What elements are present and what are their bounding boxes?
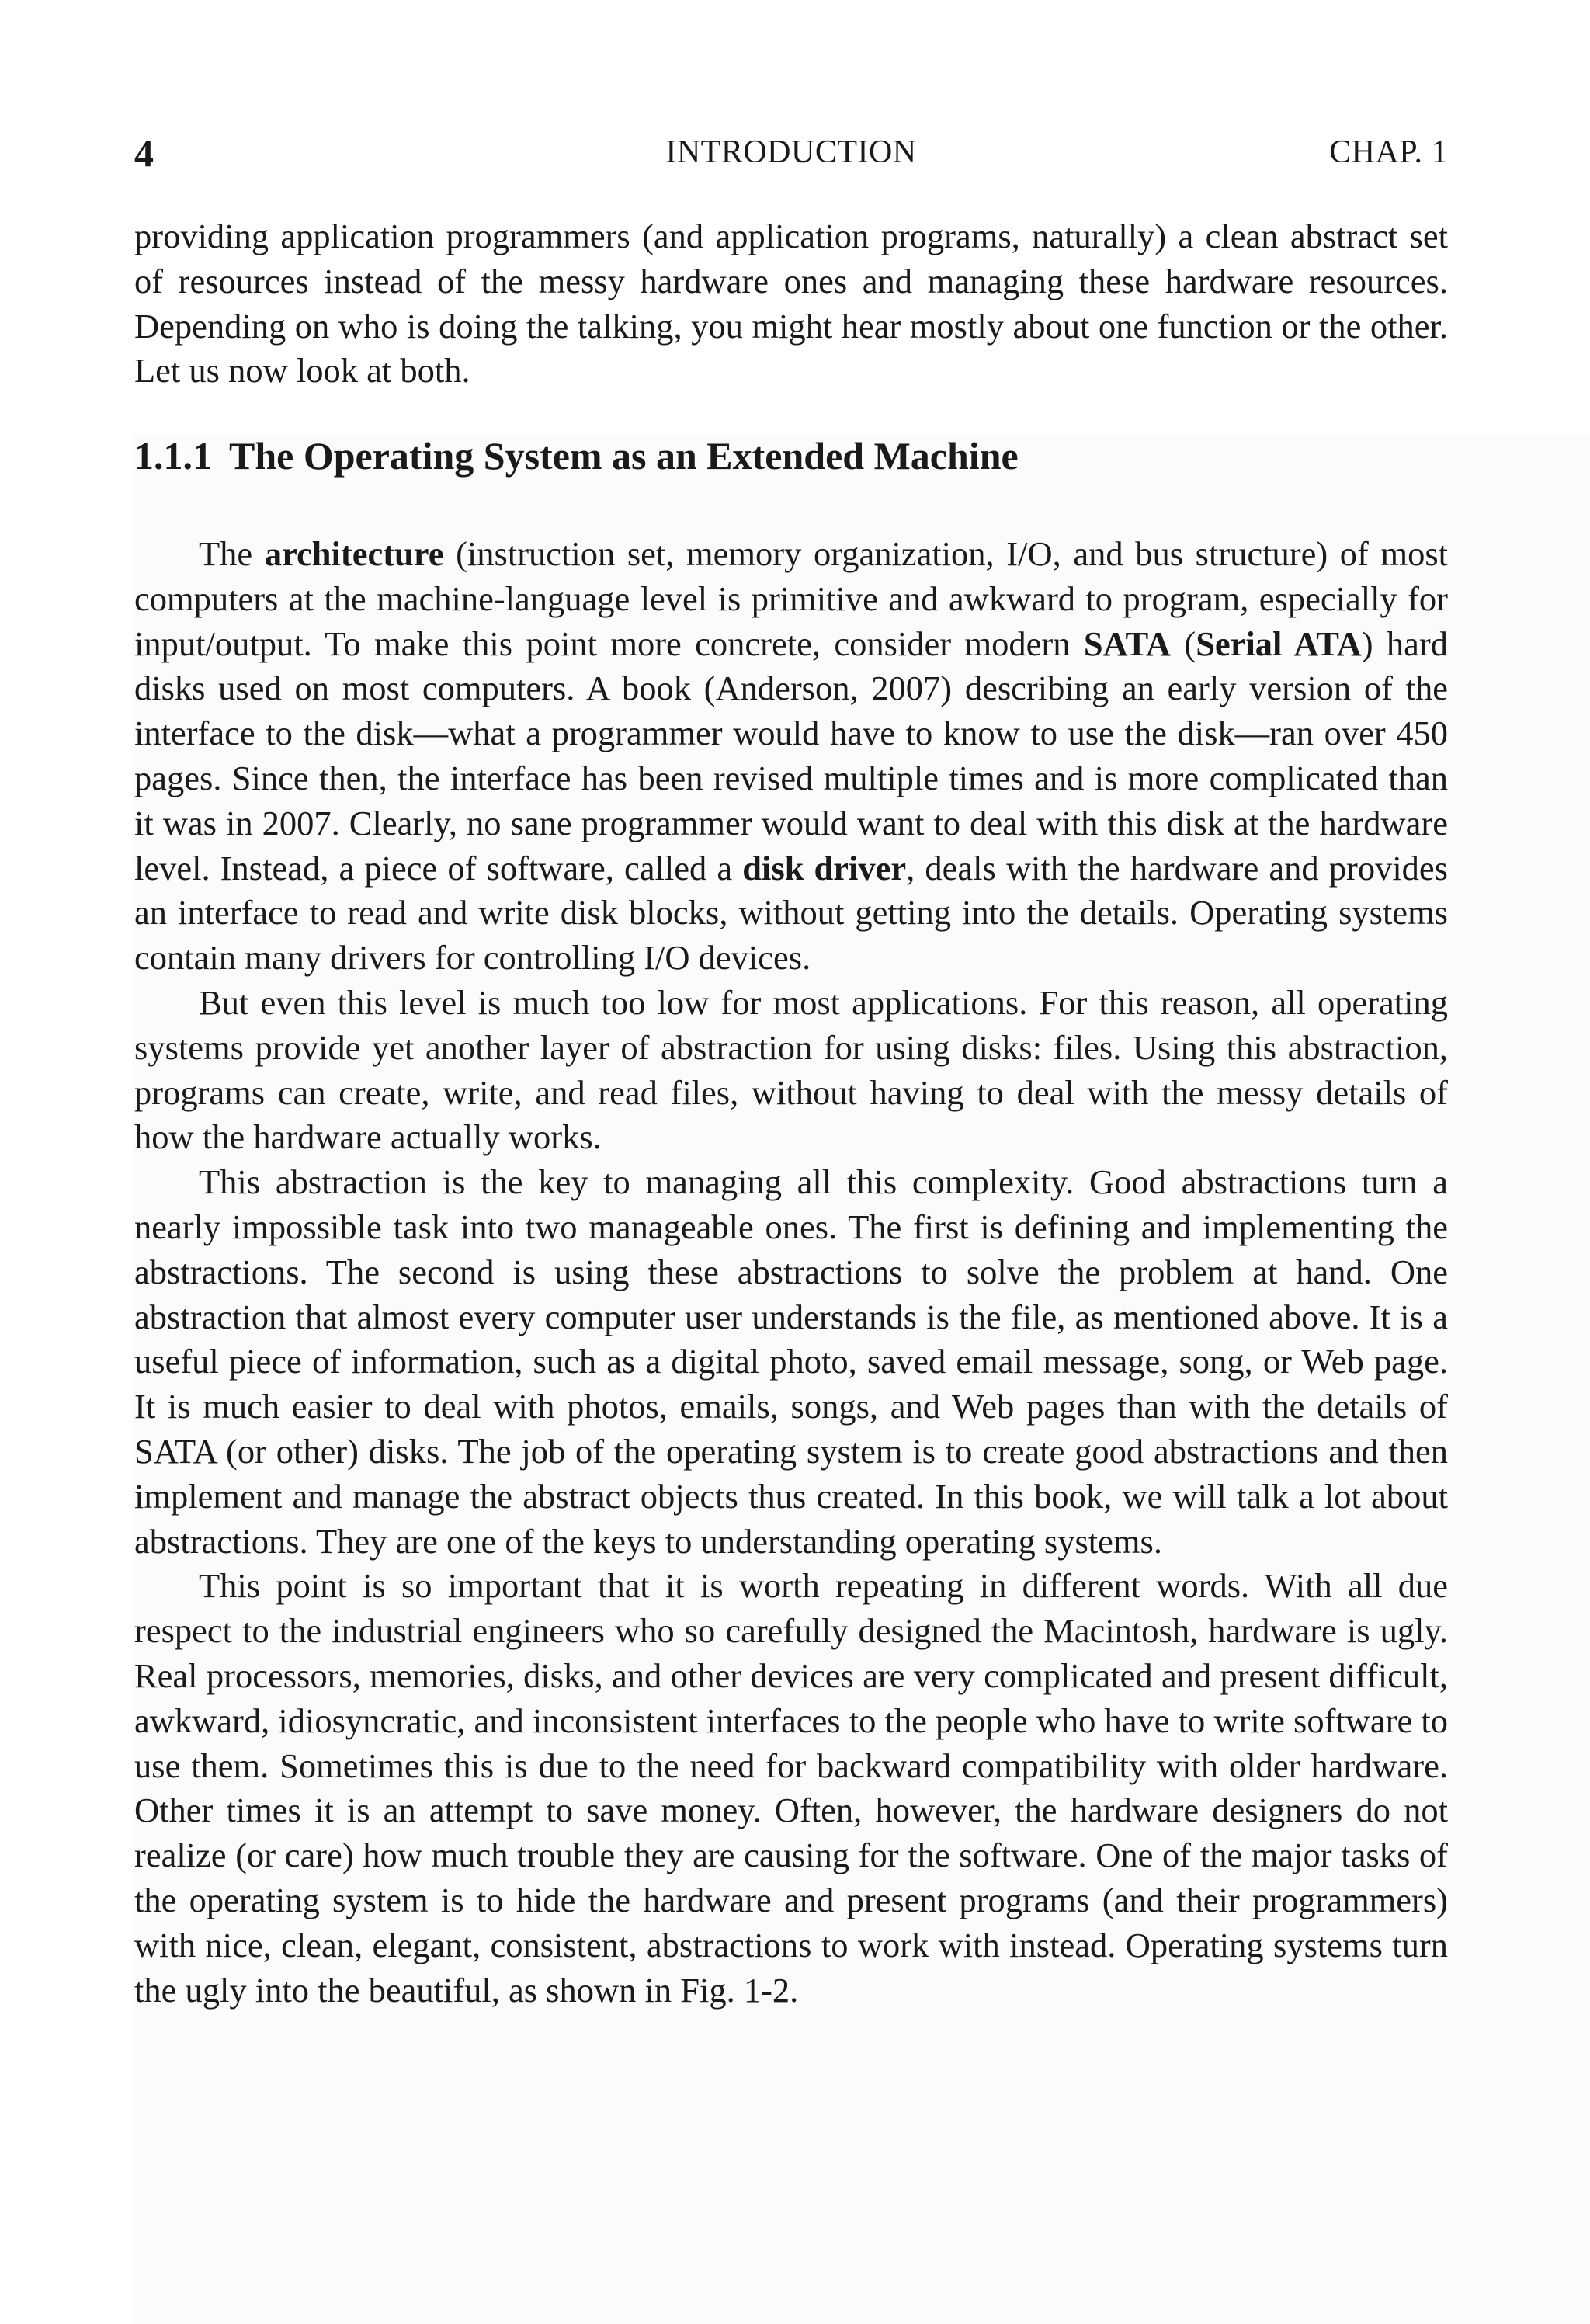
text-run: (instruction set, memory organization, I/O, and bus structure) of most computers at the machine-language level is primitive and awkward to program, especially for input/output. To make this point more concrete, consider modern bbox=[134, 534, 1448, 663]
text-run: The bbox=[199, 534, 265, 573]
paragraph-hardware-ugly: This point is so important that it is worth repeating in different words. With all due respect to the industrial engineers who so carefully designed the Macintosh, hardware is ugly. Real processors, memories, disks, and other devices are very complicated and present difficult, awkward, idiosyncratic, and inconsistent interfaces to the people who have to write software to use them. Sometimes this is due to the need for backward compatibility with older hardware. Other times it is an attempt to save money. Often, however, the hardware designers do not realize (or care) how much trouble they are causing for the software. One of the major tasks of the operating system is to hide the hardware and present programs (and their programmers) with nice, clean, elegant, consistent, abstractions to work with instead. Operating systems turn the ugly into the beautiful, as shown in Fig. 1-2. bbox=[134, 1566, 1448, 2010]
term-disk-driver: disk driver bbox=[742, 848, 907, 888]
chapter-label: CHAP. 1 bbox=[1329, 134, 1448, 170]
text-run: ( bbox=[1170, 624, 1196, 663]
section-title: The Operating System as an Extended Machine bbox=[229, 434, 1019, 478]
running-header bbox=[134, 130, 1448, 177]
term-architecture: architecture bbox=[264, 534, 444, 573]
section-number: 1.1.1 bbox=[134, 434, 212, 478]
intro-paragraph: providing application programmers (and application programs, naturally) a clean abstract set of resources instead of the messy hardware ones and managing these hardware resources. Depending on who is doing the talking, you might hear mostly about one function or the other. Let us now look at both. bbox=[134, 217, 1448, 391]
text-run: , deals with the hardware and provides an interface to read and write disk blocks, without getting into the details. Operating systems contain many drivers for controlling I/O devices. bbox=[134, 848, 1448, 978]
paragraph-files: But even this level is much too low for most applications. For this reason, all operating systems provide yet another layer of abstraction for using disks: files. Using this abstraction, programs can create, write, and read files, without having to deal with the messy details of how the hardware actually works. bbox=[134, 982, 1448, 1157]
paragraph-architecture bbox=[134, 532, 1448, 981]
paragraph-abstraction: This abstraction is the key to managing all this complexity. Good abstractions turn a nearly impossible task into two manageable ones. The first is defining and implementing the abstractions. The second is using these abstractions to solve the problem at hand. One abstraction that almost every computer user understands is the file, as mentioned above. It is a useful piece of information, such as a digital photo, saved email message, song, or Web page. It is much easier to deal with photos, emails, songs, and Web pages than with the details of SATA (or other) disks. The job of the operating system is to create good abstractions and then implement and manage the abstract objects thus created. In this book, we will talk a lot about abstractions. They are one of the keys to understanding operating systems. bbox=[134, 1162, 1448, 1561]
chapter-title: INTRODUCTION bbox=[665, 134, 917, 170]
text-run: ) hard disks used on most computers. A book (Anderson, 2007) describing an early version of the interface to the disk—what a programmer would have to know to use the disk—ran over 450 pages. Since then, the interface has been revised multiple times and is more complicated than it was in 2007. Clearly, no sane programmer would want to deal with this disk at the hardware level. Instead, a piece of software, called a bbox=[134, 624, 1449, 888]
section-body bbox=[134, 532, 1448, 2013]
term-serial-ata: Serial ATA bbox=[1196, 624, 1362, 663]
page-number: 4 bbox=[134, 131, 154, 175]
term-sata: SATA bbox=[1083, 624, 1171, 663]
section-heading bbox=[134, 433, 1019, 478]
